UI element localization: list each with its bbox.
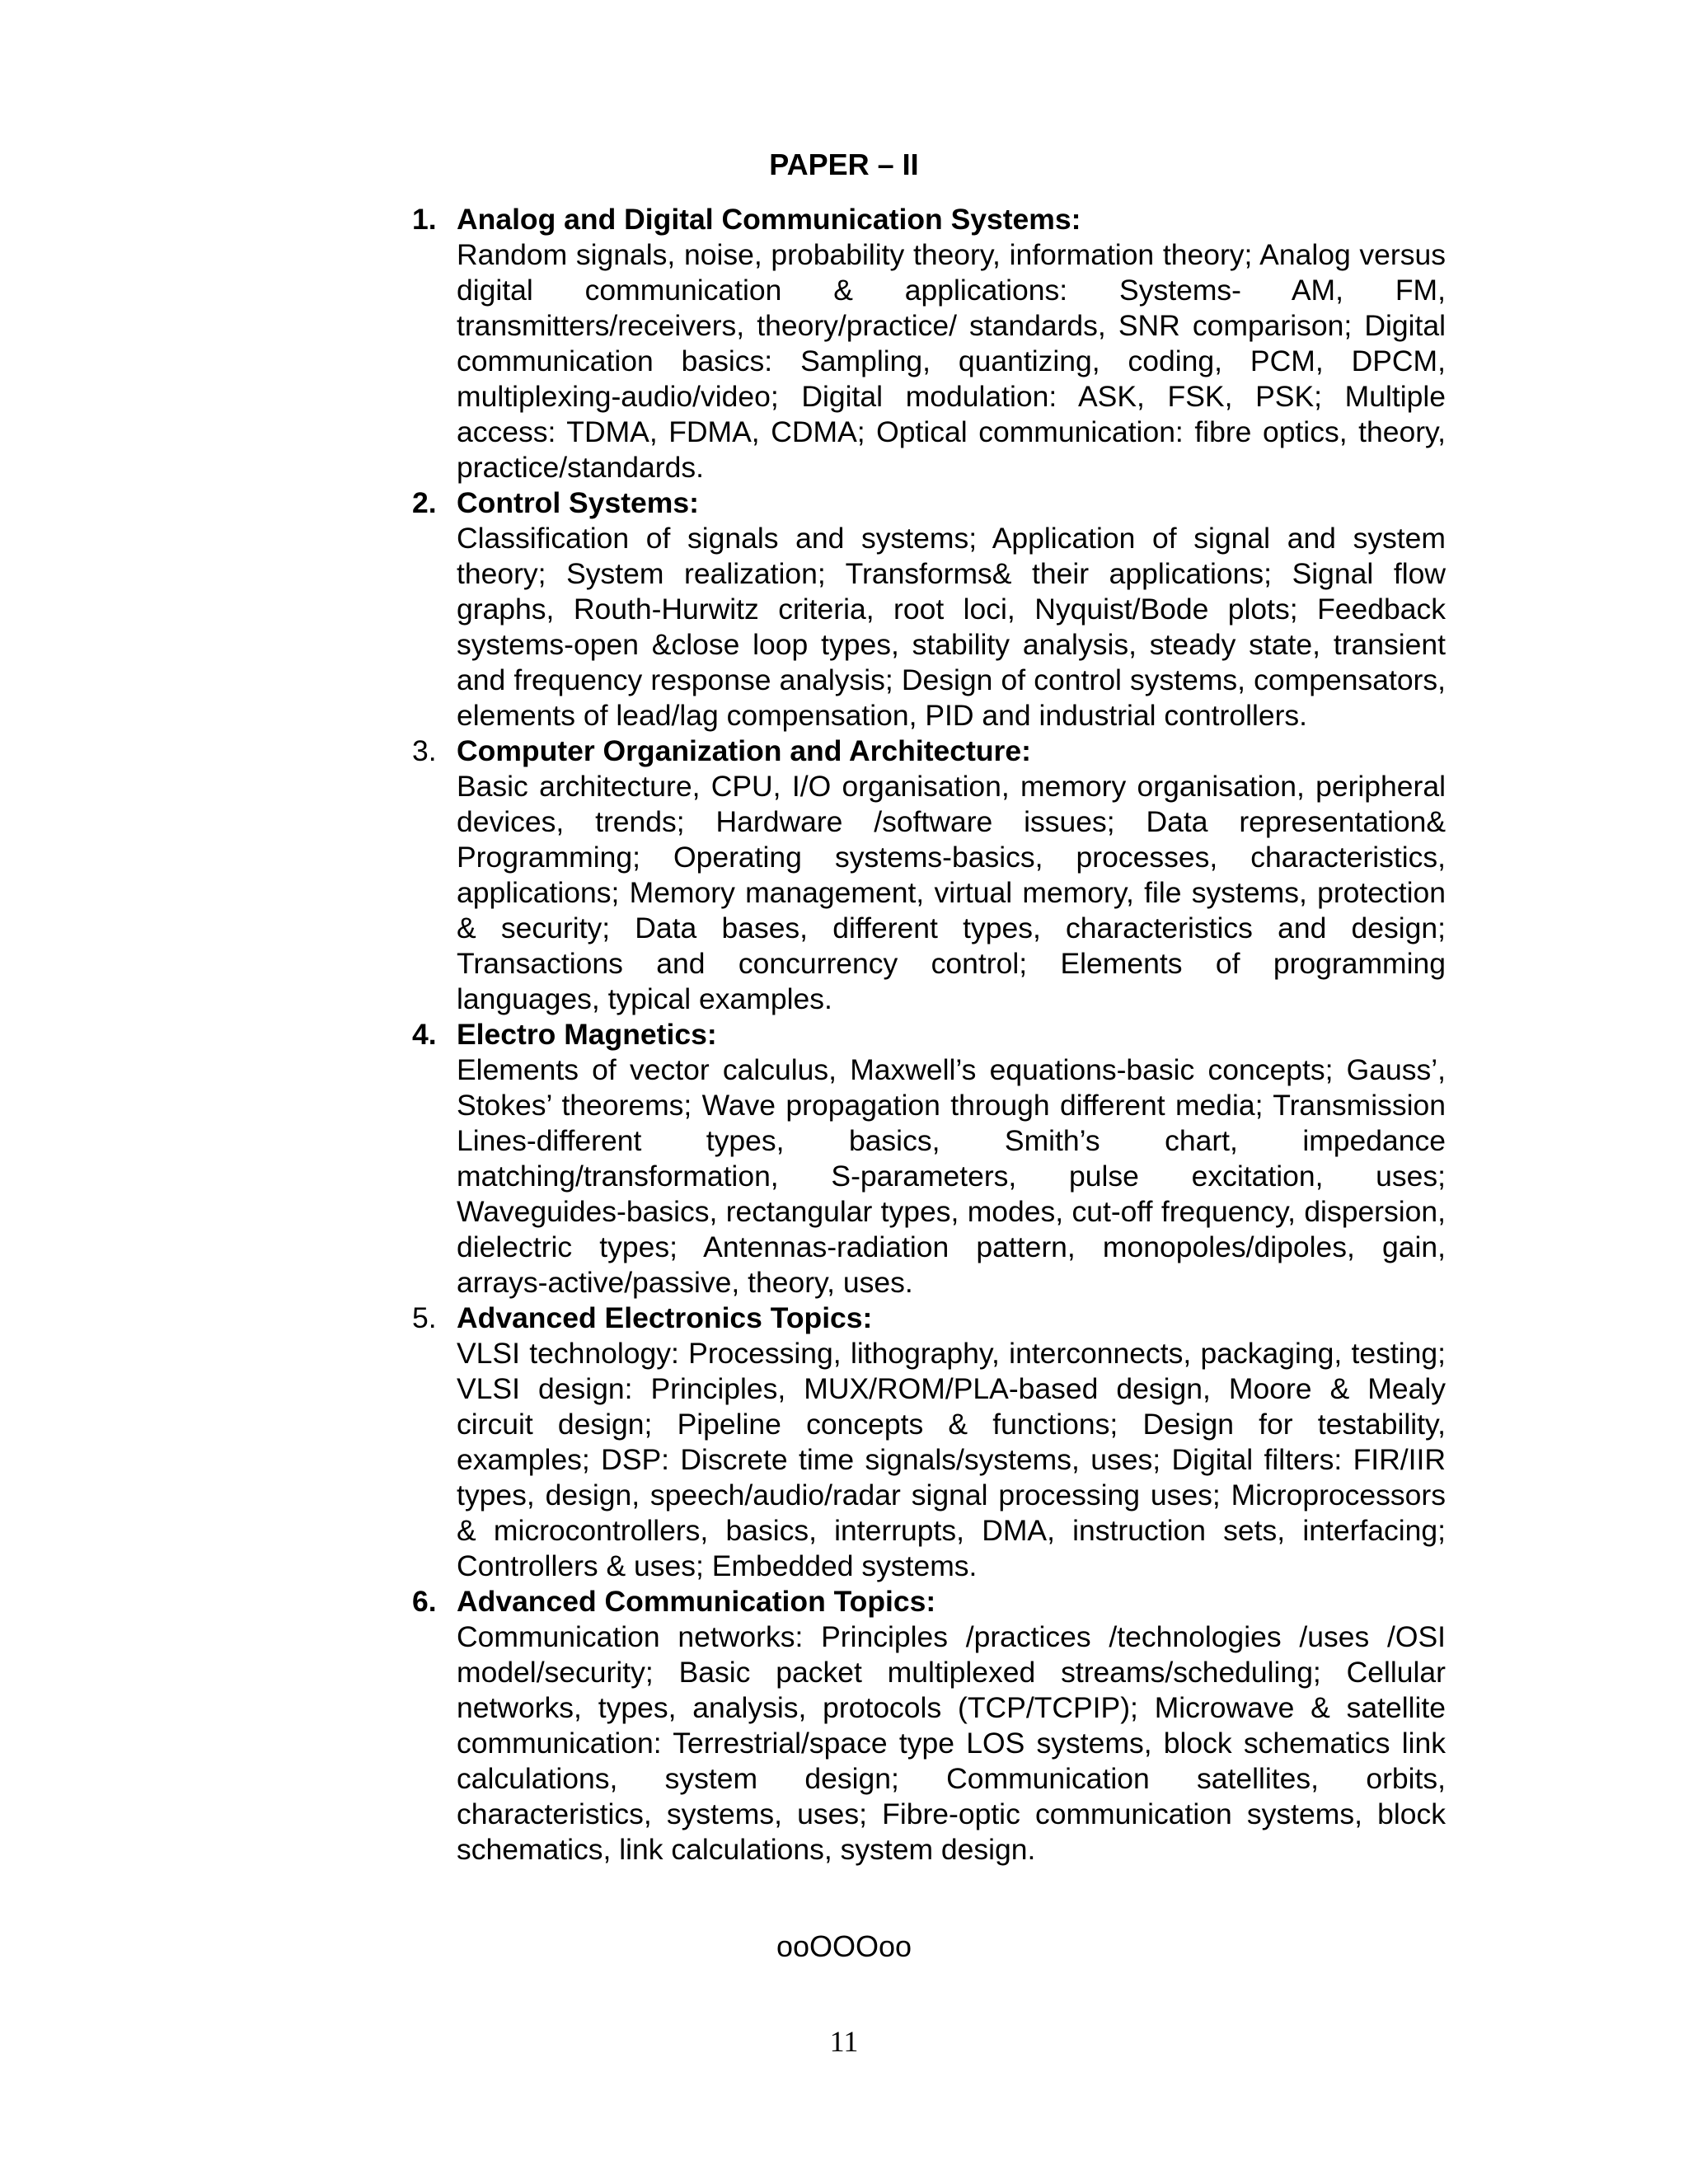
topic-heading: Analog and Digital Communication Systems: <box>457 203 1081 236</box>
topic-item <box>407 485 1446 733</box>
topic-body: VLSI technology: Processing, lithography, interconnects, packaging, testing; VLSI design: Principles, MUX/ROM/PLA-based design, Moore & Mealy circuit design; Pipeline concepts & functions; Design for testability, examples; DSP: Discrete time signals/systems, uses; Digital filters: FIR/IIR types, design, speech/audio/radar signal processing uses; Microprocessors & microcontrollers, basics, interrupts, DMA, instruction sets, interfacing; Controllers & uses; Embedded systems. <box>457 1337 1446 1582</box>
page-number: 11 <box>829 2025 859 2058</box>
topic-number: 2. <box>412 486 437 519</box>
topic-body: Random signals, noise, probability theory, information theory; Analog versus digital communication & applications: Systems- AM, FM, transmitters/receivers, theory/practice/ standards, SNR comparison; Digital communication basics: Sampling, quantizing, coding, PCM, DPCM, multiplexing-audio/video; Digital modulation: ASK, FSK, PSK; Multiple access: TDMA, FDMA, CDMA; Optical communication: fibre optics, theory, practice/standards. <box>457 238 1446 484</box>
topic-heading: Advanced Communication Topics: <box>457 1585 936 1618</box>
topic-item <box>407 1584 1446 1868</box>
topic-item <box>407 202 1446 485</box>
page-title: PAPER – II <box>769 148 919 181</box>
topic-number: 4. <box>412 1018 437 1051</box>
topic-item <box>407 1017 1446 1301</box>
syllabus-list <box>407 202 1446 1868</box>
topic-number: 5. <box>412 1301 437 1334</box>
topic-number: 6. <box>412 1585 437 1618</box>
topic-heading: Computer Organization and Architecture: <box>457 734 1031 767</box>
topic-number: 3. <box>412 734 437 767</box>
topic-item <box>407 733 1446 1017</box>
topic-body: Basic architecture, CPU, I/O organisation, memory organisation, peripheral devices, trends; Hardware /software issues; Data representation& Programming; Operating systems-basics, processes, characteristics, applications; Memory management, virtual memory, file systems, protection & security; Data bases, different types, characteristics and design; Transactions and concurrency control; Elements of programming languages, typical examples. <box>457 770 1446 1015</box>
topic-body: Classification of signals and systems; Application of signal and system theory; System realization; Transforms& their applications; Signal flow graphs, Routh-Hurwitz criteria, root loci, Nyquist/Bode plots; Feedback systems-open &close loop types, stability analysis, steady state, transient and frequency response analysis; Design of control systems, compensators, elements of lead/lag compensation, PID and industrial controllers. <box>457 522 1446 732</box>
topic-heading: Electro Magnetics: <box>457 1018 717 1051</box>
end-ornament: ooOOOoo <box>776 1929 912 1963</box>
topic-heading: Control Systems: <box>457 486 699 519</box>
topic-heading: Advanced Electronics Topics: <box>457 1301 873 1334</box>
topic-body: Communication networks: Principles /practices /technologies /uses /OSI model/security; Basic packet multiplexed streams/scheduling; Cellular networks, types, analysis, protocols (TCP/TCPIP); Microwave & satellite communication: Terrestrial/space type LOS systems, block schematics link calculations, system design; Communication satellites, orbits, characteristics, systems, uses; Fibre-optic communication systems, block schematics, link calculations, system design. <box>457 1620 1446 1866</box>
topic-body: Elements of vector calculus, Maxwell’s equations-basic concepts; Gauss’, Stokes’ theorems; Wave propagation through different media; Transmission Lines-different types, basics, Smith’s chart, impedance matching/transformation, S-parameters, pulse excitation, uses; Waveguides-basics, rectangular types, modes, cut-off frequency, dispersion, dielectric types; Antennas-radiation pattern, monopoles/dipoles, gain, arrays-active/passive, theory, uses. <box>457 1053 1446 1299</box>
topic-item <box>407 1301 1446 1584</box>
topic-number: 1. <box>412 203 437 236</box>
